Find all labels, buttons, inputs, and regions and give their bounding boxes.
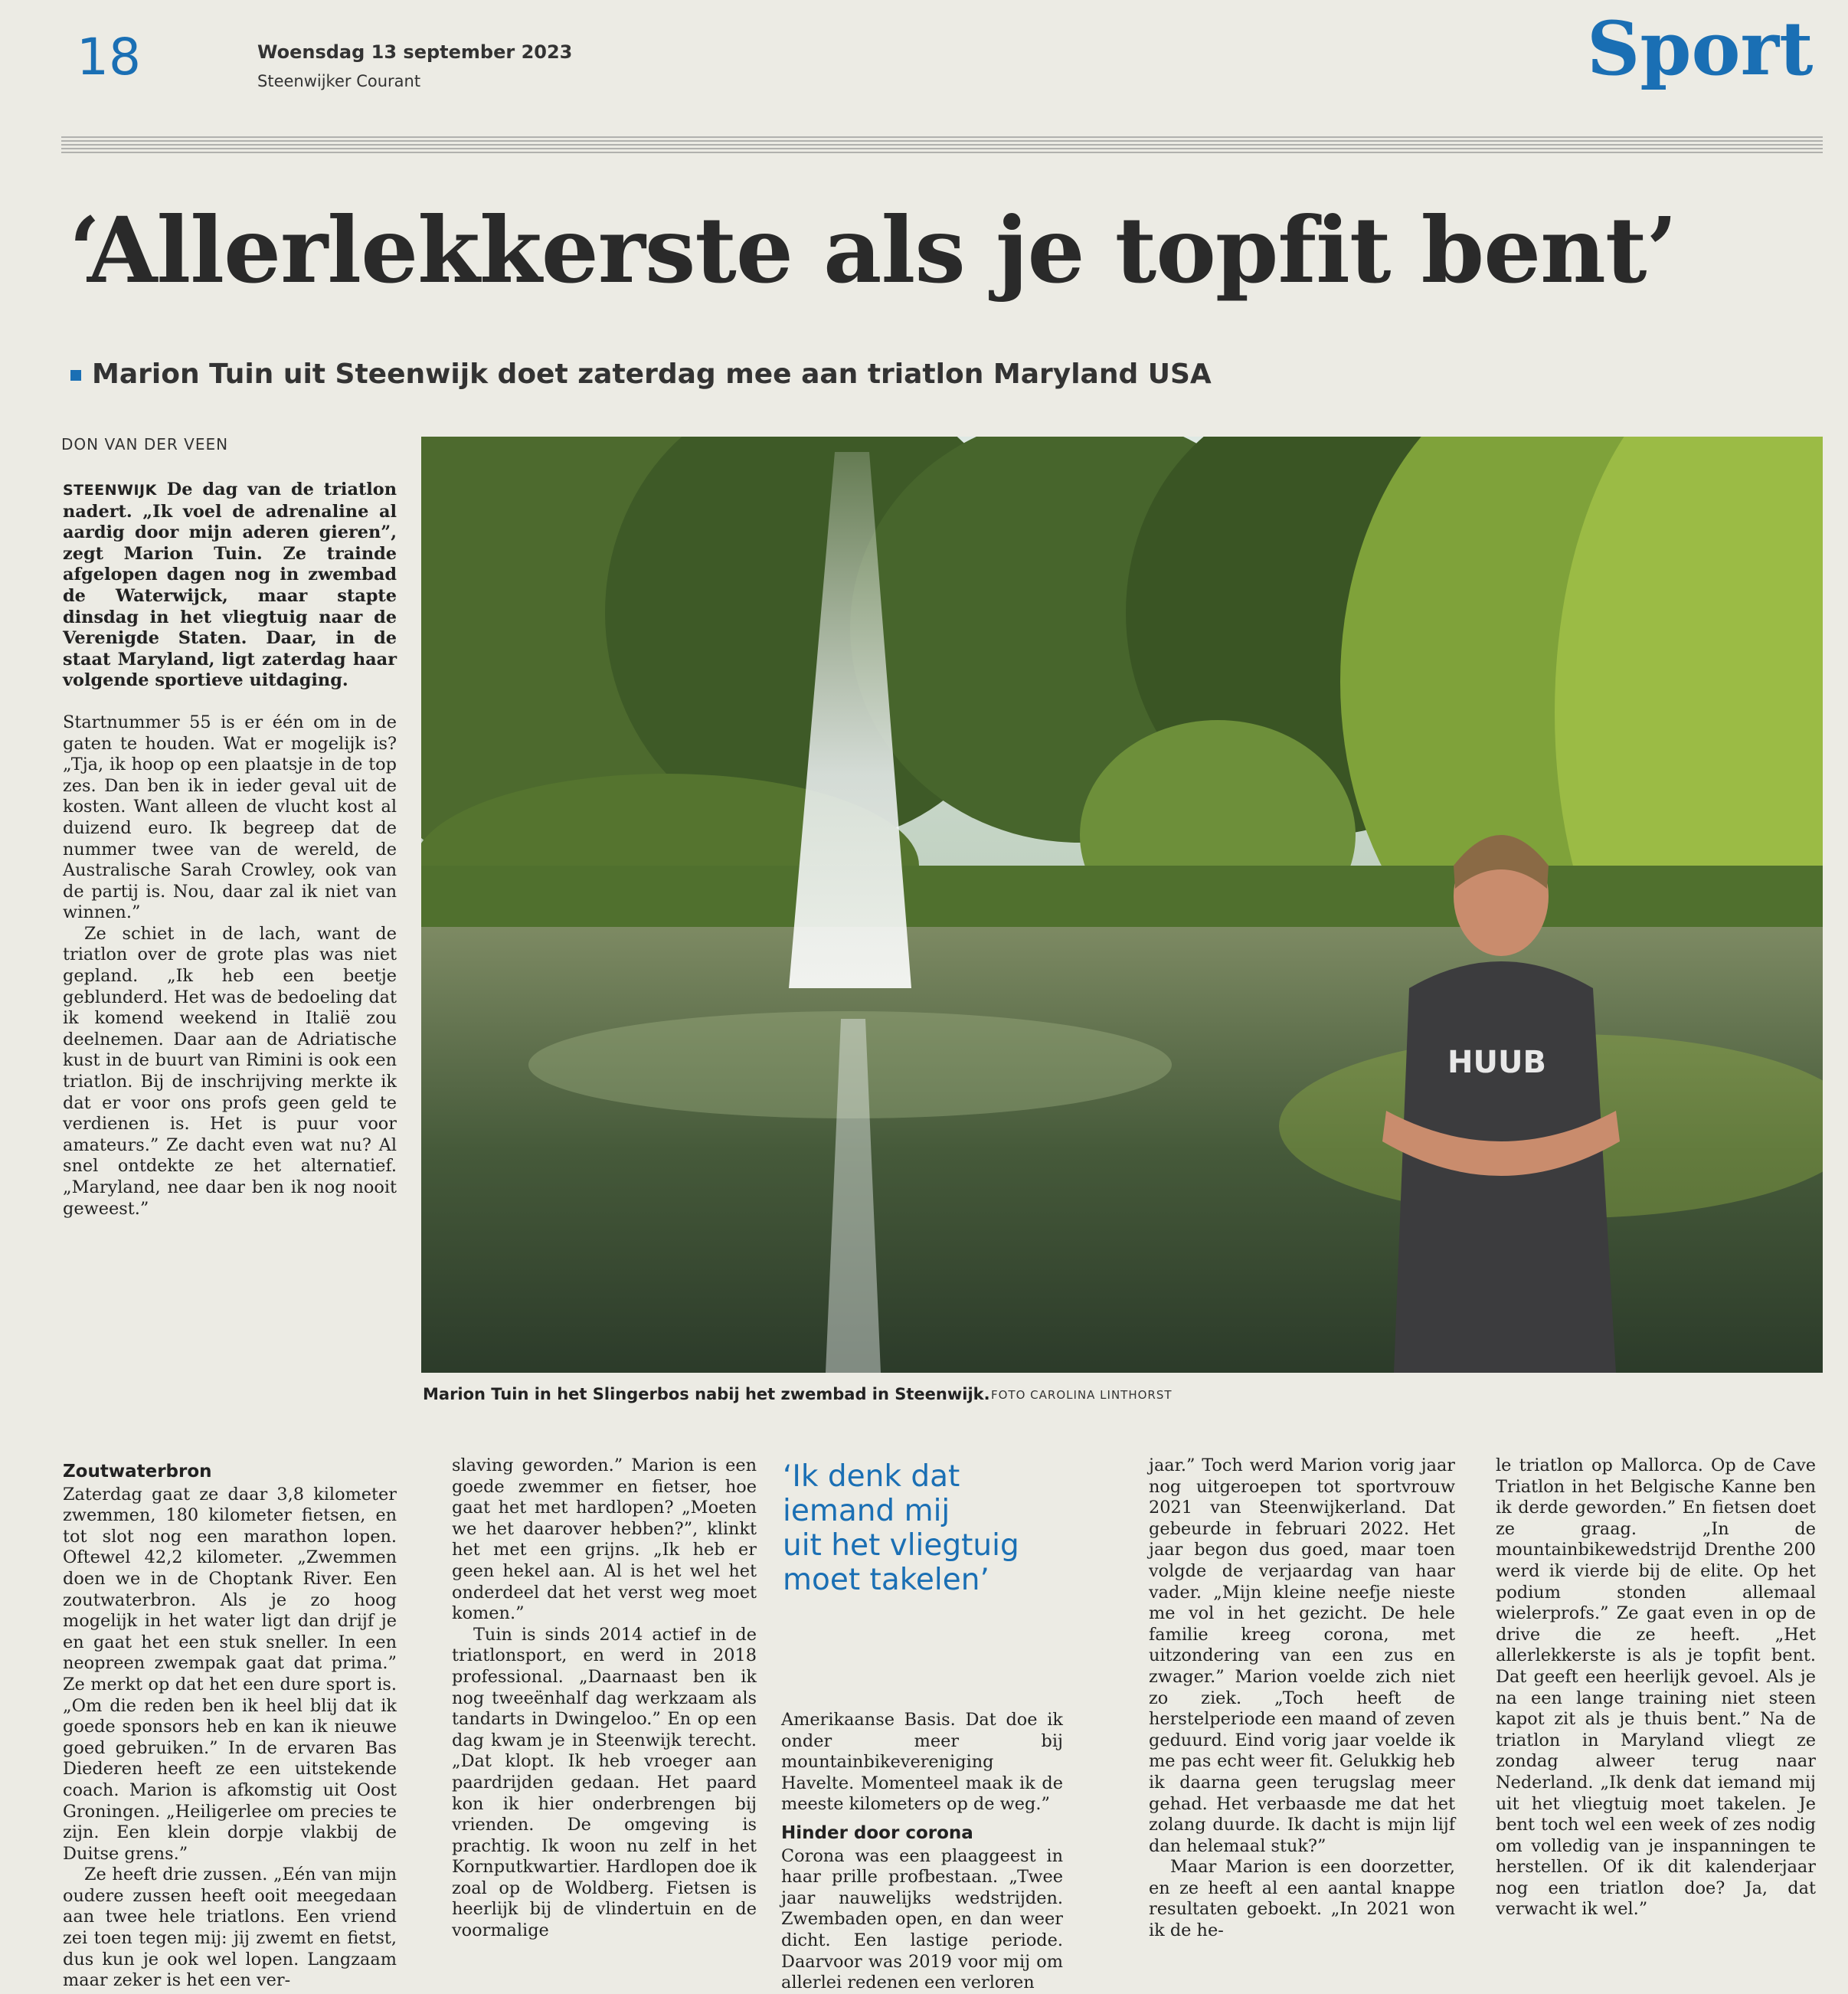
intertitle-zoutwaterbron: Zoutwaterbron [63, 1462, 212, 1482]
body-paragraph: le triatlon op Mallorca. Op de Cave Triatlon in het Belgische Kanne ben ik derde geworden.” En fietsen doet ze graag. „In de mountainbikewedstrijd Drenthe 200 werd ik vierde bij de elite. Op het podium stonden allemaal wielerprofs.” Ze gaat even in op de drive die ze heeft. „Het allerlekkerste is als je topfit bent. Dat geeft een heerlijk gevoel. Als je na een lange training niet steen kapot zit als je thuis bent.” Na de triatlon in Maryland vliegt ze zondag alweer terug naar Nederland. „Ik denk dat iemand mij uit het vliegtuig moet takelen. Je bent toch wel een week of zes nodig om volledig van je inspanningen te herstellen. Of ik dit kalenderjaar nog een triatlon doe? Ja, dat verwacht ik wel.” [1496, 1455, 1816, 1920]
subheadline [70, 359, 1212, 390]
article-photo [421, 437, 1823, 1373]
square-bullet-icon [70, 370, 81, 381]
body-paragraph: jaar.” Toch werd Marion vorig jaar nog uitgeroepen tot sportvrouw 2021 van Steenwijkerland. Dat gebeurde in februari 2022. Het jaar begon dus goed, maar toen volgde de verjaardag van haar vader. „Mijn kleine neefje nieste me vol in het gezicht. De hele familie kreeg corona, met uitzondering van een zus en zwager.” Marion voelde zich niet zo ziek. „Toch heeft de herstelperiode een maand of zeven geduurd. Eind vorig jaar voelde ik me pas echt weer fit. Gelukkig heb ik daarna geen terugslag meer gehad. Het verbaasde me dat het zolang duurde. Ik dacht is mijn lijf dan helemaal stuk?” [1149, 1455, 1455, 1856]
page-number: 18 [77, 28, 141, 87]
pull-quote-line: ‘Ik denk dat [783, 1459, 960, 1494]
dateline: STEENWIJK [63, 482, 157, 499]
article-column-5 [1496, 1455, 1816, 1920]
body-paragraph: Startnummer 55 is er één om in de gaten te houden. Wat er mogelijk is? „Tja, ik hoop op een plaatsje in de top zes. Dan ben ik in ieder geval uit de kosten. Want alleen de vlucht kost al duizend euro. Ik begreep dat de nummer twee van de wereld, de Australische Sarah Crowley, ook van de partij is. Nou, daar zal ik niet van winnen.” [63, 712, 397, 923]
pull-quote-line: uit het vliegtuig [783, 1528, 1019, 1563]
lead-text: De dag van de triatlon nadert. „Ik voel de adrenaline al aardig door mijn aderen gieren”, zegt Marion Tuin. Ze trainde afgelopen dagen nog in zwembad de Waterwijck, maar stapte dinsdag in het vliegtuig naar de Verenigde Staten. Daar, in de staat Maryland, ligt zaterdag haar volgende sportieve uitdaging. [63, 480, 397, 691]
body-paragraph: Corona was een plaaggeest in haar prille profbestaan. „Twee jaar nauwelijks wedstrijden. Zwembaden open, en dan weer dicht. Een lastige periode. Daarvoor was 2019 voor mij om allerlei redenen een verloren [781, 1845, 1063, 1993]
body-paragraph: Zaterdag gaat ze daar 3,8 kilometer zwemmen, 180 kilometer fietsen, en tot slot nog een marathon lopen. Oftewel 42,2 kilometer. „Zwemmen doen we in de Choptank River. Een zoutwaterbron. Als je zo hoog mogelijk in het water ligt dan drijf je en gaat het een stuk sneller. In een neopreen zwempak gaat dat prima.” Ze merkt op dat het een dure sport is. „Om die reden ben ik heel blij dat ik goede sponsors heb en kan ik nieuwe goed gebruiken.” In de ervaren Bas Diederen heeft ze een uitstekende coach. Marion is afkomstig uit Oost Groningen. „Heiligerlee om precies te zijn. Een klein dorpje vlakbij de Duitse grens.” [63, 1484, 397, 1864]
byline: DON VAN DER VEEN [61, 435, 229, 453]
pull-quote-line: iemand mij [783, 1494, 950, 1528]
body-paragraph: Ze heeft drie zussen. „Eén van mijn oudere zussen heeft ooit meegedaan aan twee hele triatlons. Een vriend zei toen tegen mij: jij zwemt en fietst, dus kun je ook wel lopen. Langzaam maar zeker is het een ver- [63, 1865, 397, 1991]
pull-quote [783, 1459, 1074, 1597]
intertitle-hinder-door-corona: Hinder door corona [781, 1822, 973, 1843]
lead-paragraph [63, 480, 397, 692]
header-rule [61, 136, 1823, 153]
photo-credit: FOTO CAROLINA LINTHORST [991, 1388, 1173, 1402]
publication-date: Woensdag 13 september 2023 [257, 41, 573, 63]
body-paragraph: Maar Marion is een doorzetter, en ze heeft al een aantal knappe resultaten geboekt. „In 2021 won ik de he- [1149, 1857, 1455, 1941]
section-title: Sport [1587, 5, 1814, 92]
subheadline-text: Marion Tuin uit Steenwijk doet zaterdag mee aan triatlon Maryland USA [92, 359, 1212, 390]
pull-quote-line: moet takelen’ [783, 1563, 989, 1597]
article-column-1 [63, 480, 397, 1220]
body-paragraph: Tuin is sinds 2014 actief in de triatlonsport, en werd in 2018 professional. „Daarnaast ben ik nog tweeënhalf dag werkzaam als tandarts in Dwingeloo.” En op een dag kwam je in Steenwijk terecht. „Dat klopt. Ik heb vroeger aan paardrijden gedaan. Het paard kon ik hier onderbrengen bij vrienden. De omgeving is prachtig. Ik woon nu zelf in het Kornputkwartier. Hardlopen doe ik zoal op de Woldberg. Fietsen is heerlijk bij de vlindertuin en de voormalige [452, 1624, 757, 1941]
photo-marion-tuin-fountain [421, 437, 1823, 1373]
body-paragraph: Amerikaanse Basis. Dat doe ik onder meer bij mountainbikevereniging Havelte. Momenteel maak ik de meeste kilometers op de weg.” [781, 1710, 1063, 1815]
headline: ‘Allerlekkerste als je topfit bent’ [69, 197, 1677, 303]
photo-caption: Marion Tuin in het Slingerbos nabij het zwembad in Steenwijk. [423, 1385, 990, 1403]
article-column-4 [1149, 1455, 1455, 1942]
body-paragraph: Ze schiet in de lach, want de triatlon over de grote plas was niet gepland. „Ik heb een beetje geblunderd. Het was de bedoeling dat ik komend weekend in Italië zou deelnemen. Daar aan de Adriatische kust in de buurt van Rimini is ook een triatlon. Bij de inschrijving merkte ik dat er voor ons profs geen geld te verdienen is. Het is puur voor amateurs.” Ze dacht even wat nu? Al snel ontdekte ze het alternatief. „Maryland, nee daar ben ik nog nooit geweest.” [63, 923, 397, 1219]
shirt-logo: HUUB [1447, 1045, 1546, 1080]
article-column-3 [781, 1710, 1063, 1994]
newspaper-name: Steenwijker Courant [257, 72, 421, 90]
article-column-1-continued [63, 1454, 397, 1992]
article-column-2 [452, 1455, 757, 1942]
body-paragraph: slaving geworden.” Marion is een goede zwemmer en fietser, hoe gaat het met hardlopen? „Moeten we het daarover hebben?”, klinkt het met een grijns. „Ik heb er geen hekel aan. Al is het wel het onderdeel dat het verst weg moet komen.” [452, 1455, 757, 1624]
